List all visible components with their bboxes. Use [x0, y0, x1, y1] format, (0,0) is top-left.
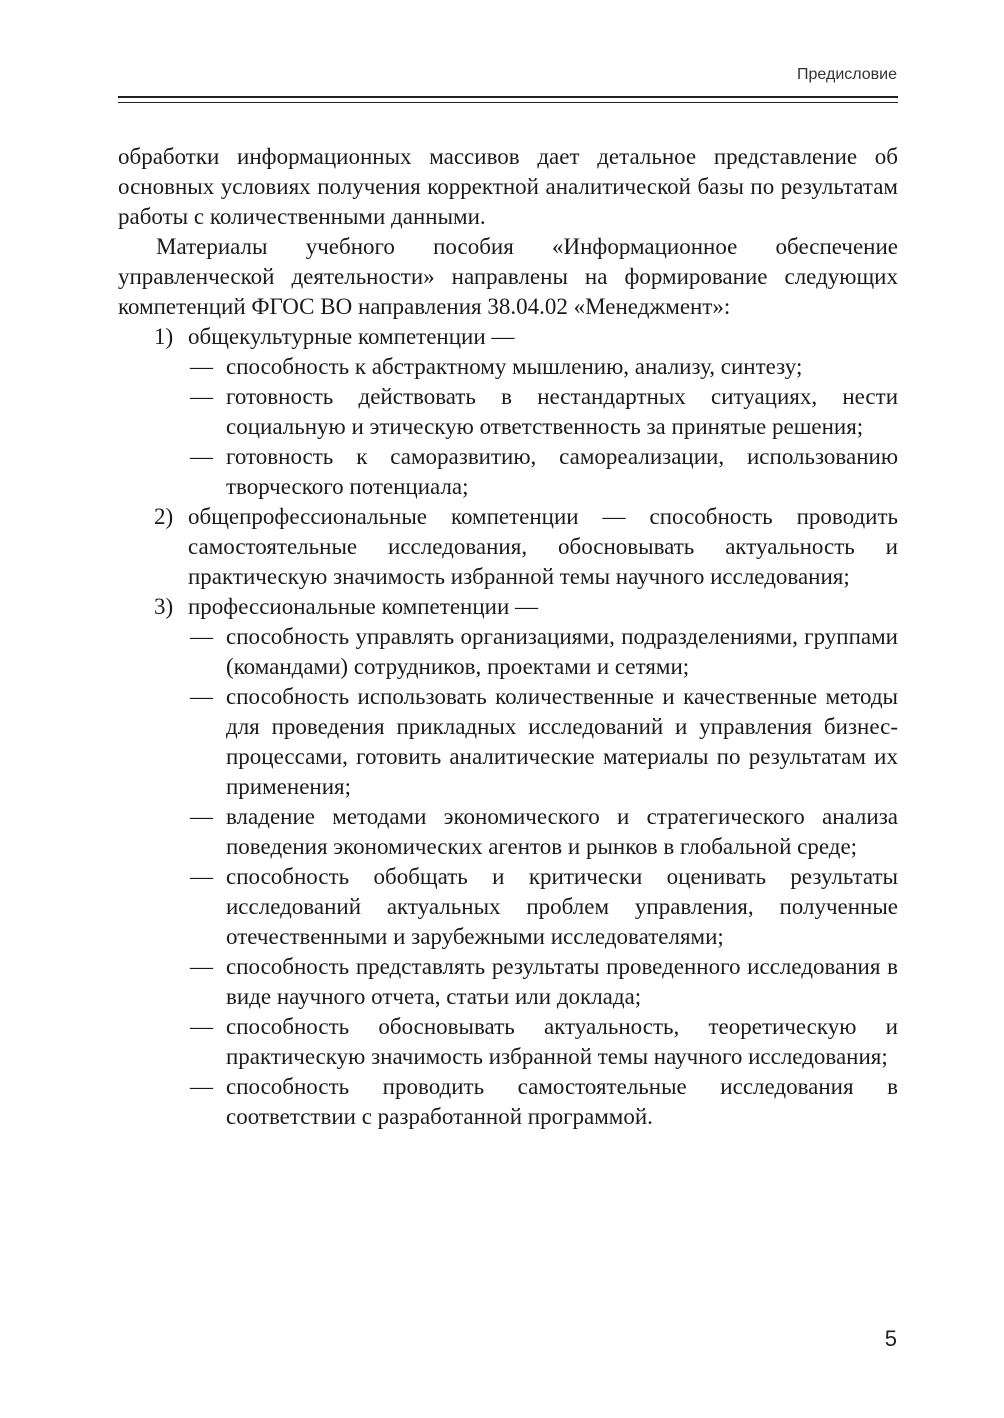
list-marker: —: [190, 444, 213, 469]
list-marker: —: [190, 684, 213, 709]
page-body: [118, 142, 898, 1132]
list-item: [118, 442, 898, 502]
list-marker: —: [190, 624, 213, 649]
list-item-text: способность представлять результаты проведенного исследования в виде научного отчета, статьи или доклада;: [226, 954, 898, 1009]
paragraph-continuation: обработки информационных массивов дает детальное представление об основных условиях получения корректной аналитической базы по результатам работы с количественными данными.: [118, 144, 898, 229]
list-item-text: способность управлять организациями, подразделениями, группами (командами) сотрудников, проектами и сетями;: [226, 624, 898, 679]
list-item-general-professional: [118, 502, 898, 592]
list-item: [118, 952, 898, 1012]
list-item-text: способность использовать количественные и качественные методы для проведения прикладных исследований и управления бизнес-процессами, готовить аналитические материалы по результатам их применения;: [226, 684, 898, 799]
list-marker: —: [190, 354, 213, 379]
list-item: [118, 1012, 898, 1072]
list-item: [118, 1072, 898, 1132]
list-marker: —: [190, 1074, 213, 1099]
list-item-text: готовность к саморазвитию, самореализации, использованию творческого потенциала;: [226, 444, 898, 499]
list-marker: 3): [154, 594, 174, 619]
list-item: [118, 862, 898, 952]
header-rule-thin: [118, 102, 898, 103]
list-item: [118, 682, 898, 802]
header-rule-thick: [118, 96, 898, 98]
list-item-professional: [118, 592, 898, 622]
list-marker: 2): [154, 504, 174, 529]
list-item: [118, 382, 898, 442]
page-number: 5: [884, 1326, 897, 1351]
list-marker: —: [190, 804, 213, 829]
list-marker: —: [190, 384, 213, 409]
list-marker: 1): [154, 324, 174, 349]
list-item-text: готовность действовать в нестандартных ситуациях, нести социальную и этическую ответственность за принятые решения;: [226, 384, 898, 439]
running-title: Предисловие: [797, 66, 897, 83]
list-item-text: владение методами экономического и стратегического анализа поведения экономических агентов и рынков в глобальной среде;: [226, 804, 898, 859]
list-item-text: общепрофессиональные компетенции — способность проводить самостоятельные исследования, обосновывать актуальность и практическую значимость избранной темы научного исследования;: [188, 504, 898, 589]
list-item-text: способность обосновывать актуальность, теоретическую и практическую значимость избранной темы научного исследования;: [226, 1014, 898, 1069]
list-item: [118, 622, 898, 682]
list-marker: —: [190, 954, 213, 979]
list-item-text: профессиональные компетенции —: [188, 594, 539, 619]
list-item-general-cultural: [118, 322, 898, 352]
list-marker: —: [190, 864, 213, 889]
list-marker: —: [190, 1014, 213, 1039]
paragraph-competencies-intro: Материалы учебного пособия «Информационное обеспечение управленческой деятельности» направлены на формирование следующих компетенций ФГОС ВО направления 38.04.02 «Менеджмент»:: [118, 234, 898, 319]
list-item: [118, 802, 898, 862]
list-item-text: способность к абстрактному мышлению, анализу, синтезу;: [226, 354, 803, 379]
list-item: [118, 352, 898, 382]
list-item-text: способность проводить самостоятельные исследования в соответствии с разработанной программой.: [226, 1074, 898, 1129]
list-item-text: общекультурные компетенции —: [188, 324, 515, 349]
list-item-text: способность обобщать и критически оценивать результаты исследований актуальных проблем управления, полученные отечественными и зарубежными исследователями;: [226, 864, 898, 949]
